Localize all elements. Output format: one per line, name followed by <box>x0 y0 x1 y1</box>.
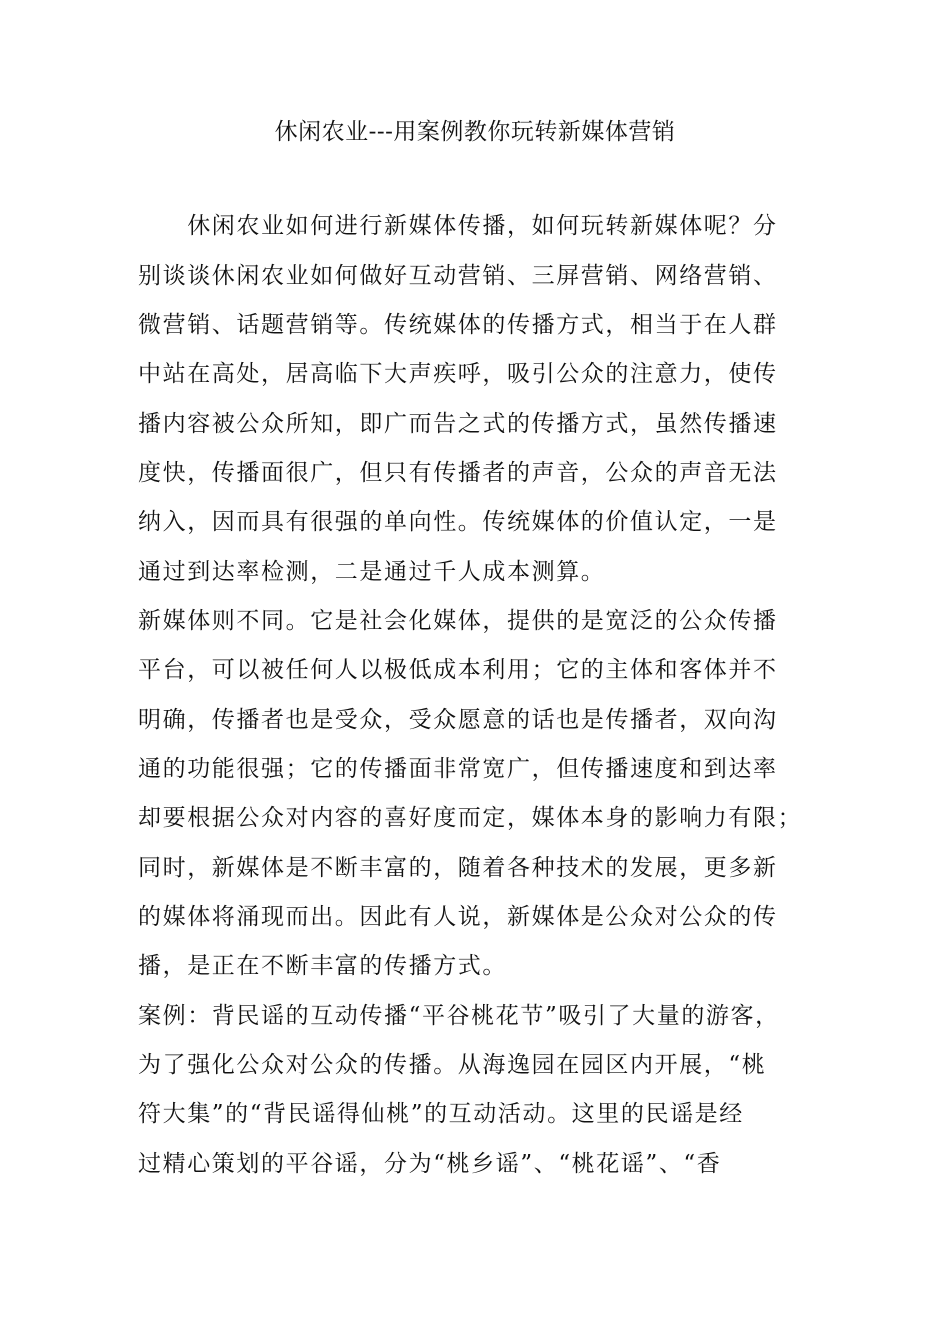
body-line: 同时，新媒体是不断丰富的，随着各种技术的发展，更多新 <box>138 855 778 881</box>
body-line: 播，是正在不断丰富的传播方式。 <box>138 953 507 979</box>
body-line: 通过到达率检测，二是通过千人成本测算。 <box>138 559 606 585</box>
body-line: 却要根据公众对内容的喜好度而定，媒体本身的影响力有限； <box>138 805 803 831</box>
body-line: 休闲农业如何进行新媒体传播，如何玩转新媒体呢？分 <box>138 213 778 239</box>
body-line: 度快，传播面很广，但只有传播者的声音，公众的声音无法 <box>138 460 778 486</box>
body-line: 纳入，因而具有很强的单向性。传统媒体的价值认定，一是 <box>138 509 778 535</box>
body-line: 播内容被公众所知，即广而告之式的传播方式，虽然传播速 <box>138 411 778 437</box>
body-line: 平台，可以被任何人以极低成本利用；它的主体和客体并不 <box>138 657 778 683</box>
body-line: 的媒体将涌现而出。因此有人说，新媒体是公众对公众的传 <box>138 904 778 930</box>
body-line: 新媒体则不同。它是社会化媒体，提供的是宽泛的公众传播 <box>138 608 778 634</box>
body-line: 明确，传播者也是受众，受众愿意的话也是传播者，双向沟 <box>138 707 778 733</box>
body-line: 通的功能很强；它的传播面非常宽广，但传播速度和到达率 <box>138 756 778 782</box>
body-line: 别谈谈休闲农业如何做好互动营销、三屏营销、网络营销、 <box>138 263 778 289</box>
body-line: 微营销、话题营销等。传统媒体的传播方式，相当于在人群 <box>138 312 778 338</box>
body-line: 为了强化公众对公众的传播。从海逸园在园区内开展，“桃 <box>138 1052 767 1078</box>
body-line: 符大集”的“背民谣得仙桃”的互动活动。这里的民谣是经 <box>138 1101 744 1127</box>
document-title: 休闲农业---用案例教你玩转新媒体营销 <box>274 119 676 145</box>
body-line: 中站在高处，居高临下大声疾呼，吸引公众的注意力，使传 <box>138 361 778 387</box>
body-line: 案例：背民谣的互动传播“平谷桃花节”吸引了大量的游客， <box>138 1003 780 1029</box>
body-line: 过精心策划的平谷谣，分为“桃乡谣”、“桃花谣”、“香 <box>138 1151 722 1177</box>
